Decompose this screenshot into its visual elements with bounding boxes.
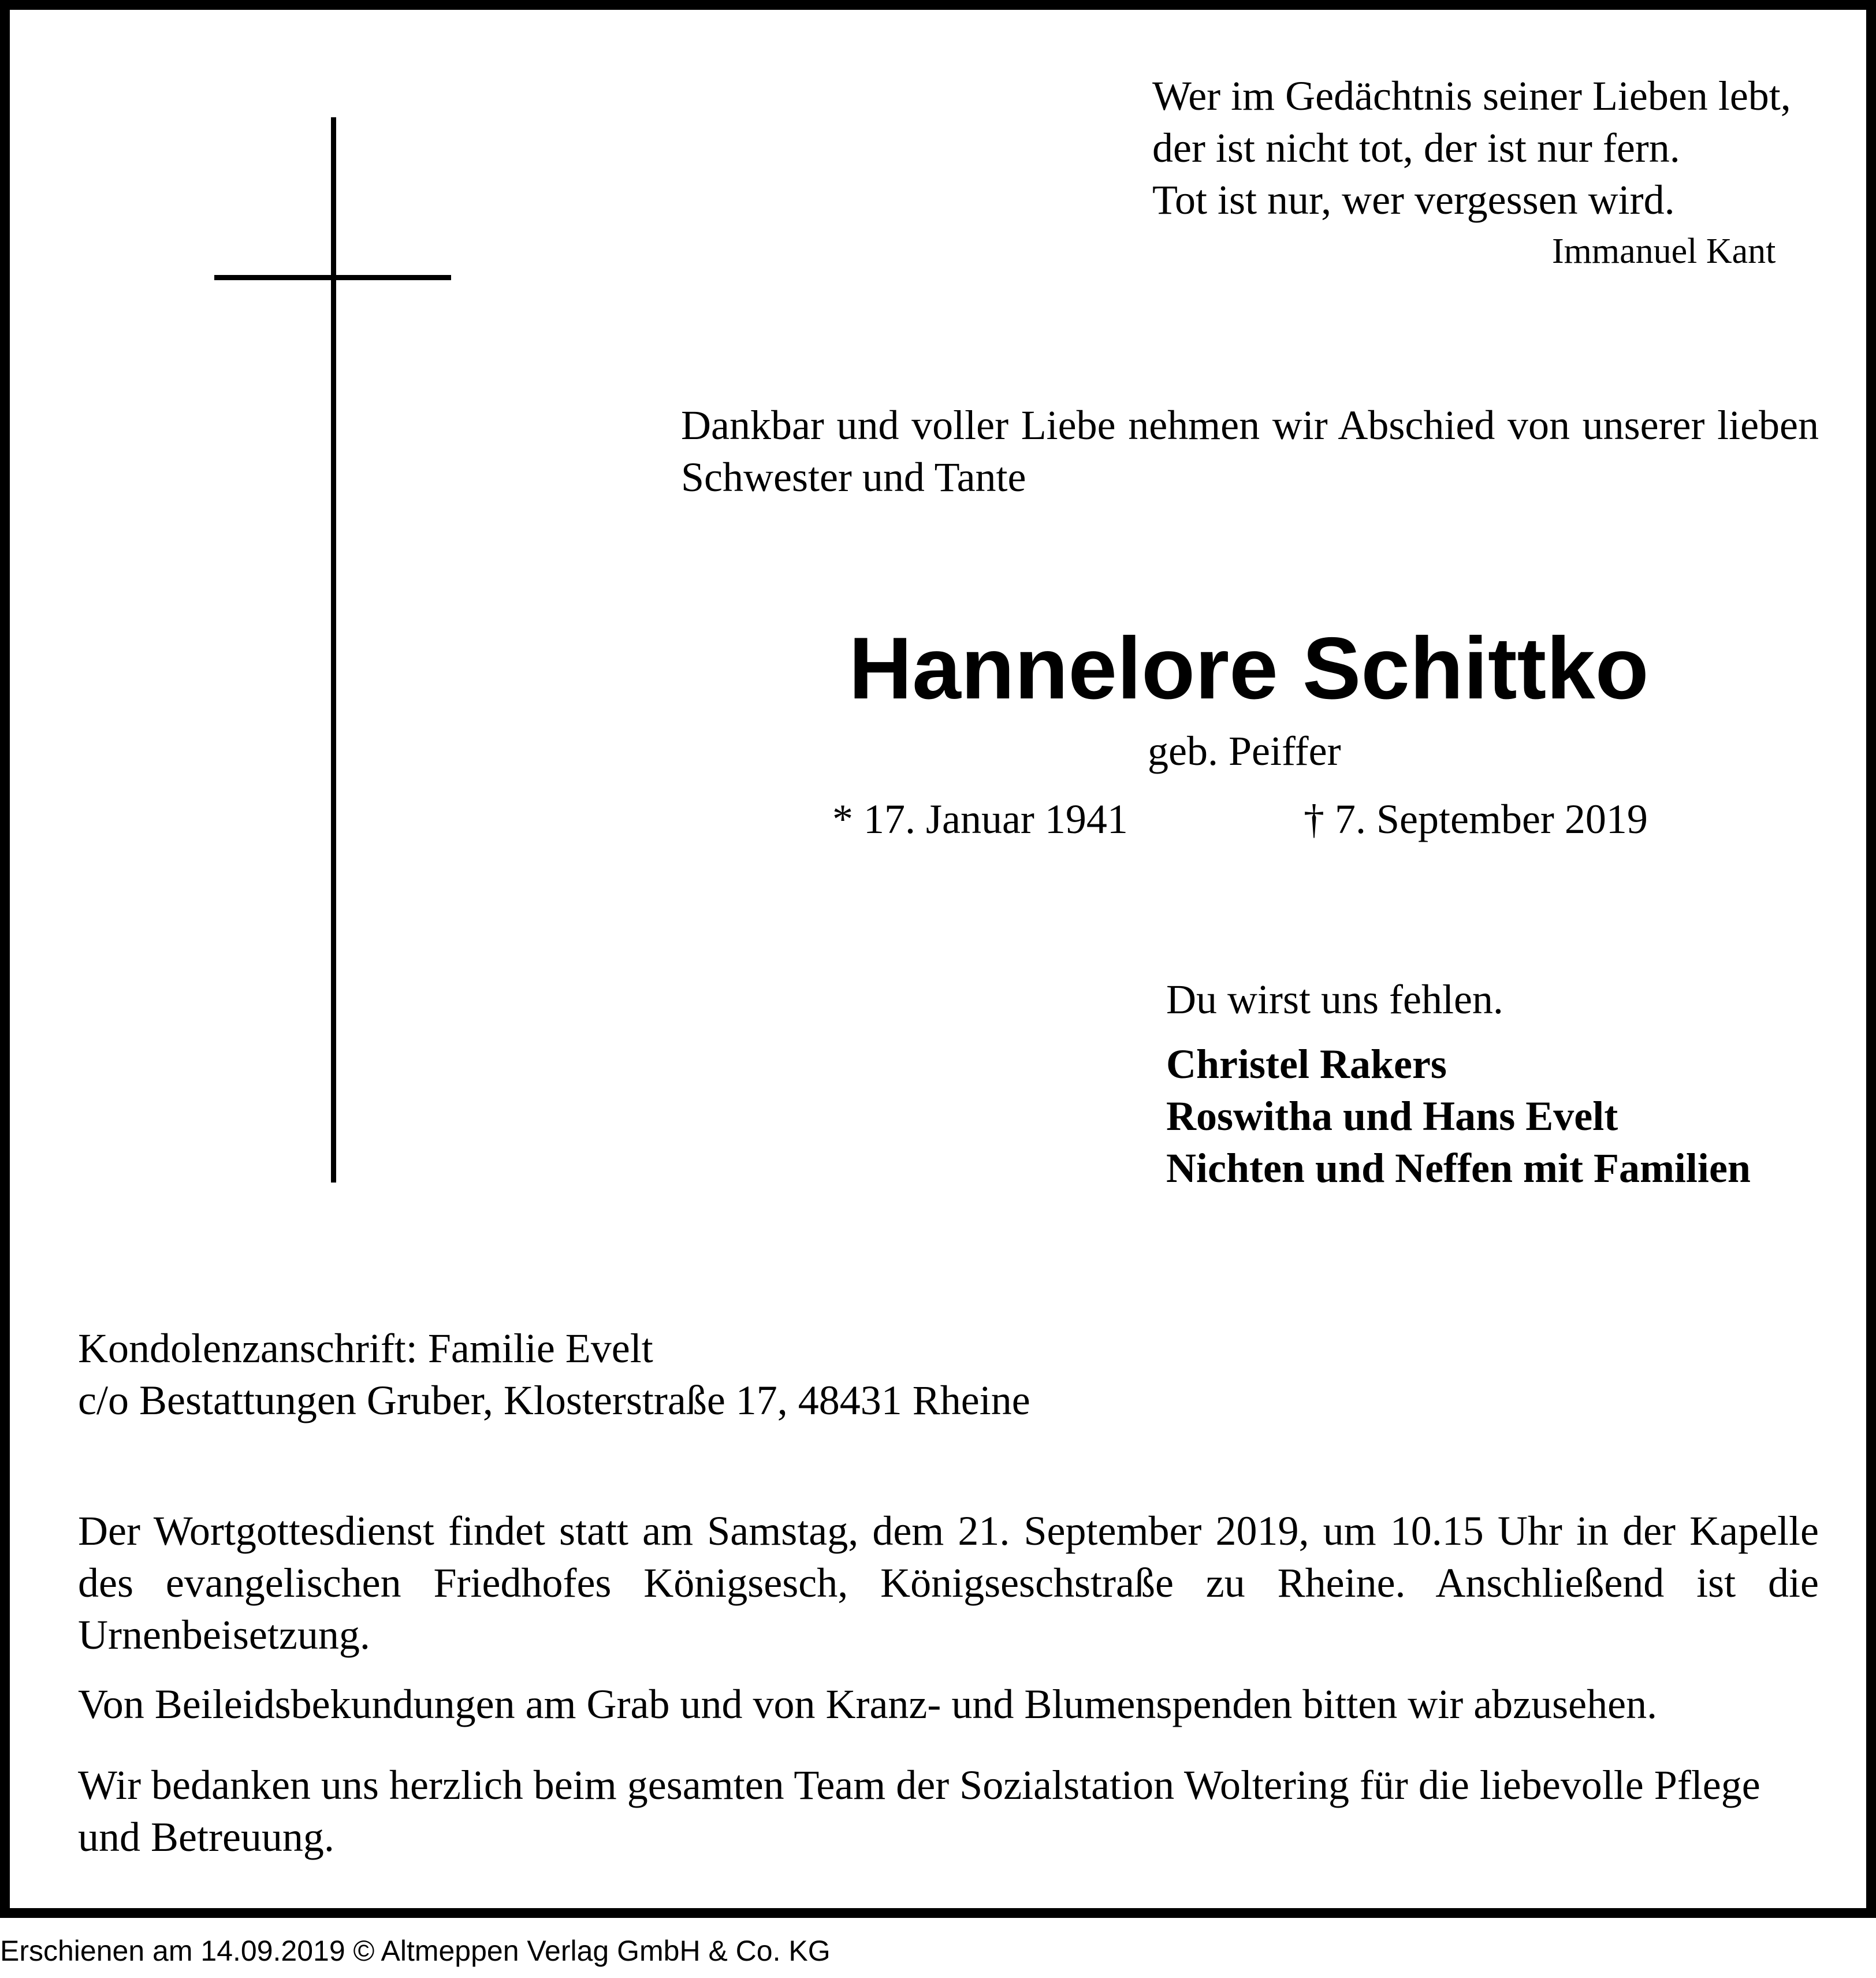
request-notice: Von Beileidsbekundungen am Grab und von Kranz- und Blumenspenden bitten wir abzusehen. bbox=[78, 1681, 1658, 1727]
address-line: c/o Bestattungen Gruber, Klosterstraße 17, 48431 Rheine bbox=[78, 1377, 1030, 1423]
mourner-name: Christel Rakers bbox=[1166, 1041, 1447, 1087]
condolence-address bbox=[78, 1322, 1030, 1426]
cross-horizontal-bar bbox=[214, 275, 451, 280]
mourners-list bbox=[1166, 1038, 1751, 1194]
intro-line: Dankbar und voller Liebe nehmen wir Abschied von unserer bbox=[681, 402, 1705, 448]
service-notice: Der Wortgottesdienst findet statt am Samstag, dem 21. September 2019, um 10.15 Uhr in der Kapelle des evangelischen Friedhofes Königsesch, Königseschstraße zu Rheine. Anschließend ist die Urnenbeisetzung. bbox=[78, 1508, 1819, 1658]
birth-date: * 17. Januar 1941 bbox=[832, 796, 1128, 842]
mourner-name: Nichten und Neffen mit Familien bbox=[1166, 1145, 1751, 1191]
address-line: Kondolenzanschrift: Familie Evelt bbox=[78, 1325, 653, 1371]
quote-block bbox=[1152, 70, 1791, 226]
intro-text bbox=[681, 399, 1819, 503]
deceased-name: Hannelore Schittko bbox=[848, 619, 1649, 717]
quote-line: der ist nicht tot, der ist nur fern. bbox=[1152, 125, 1680, 171]
thanks-notice: Wir bedanken uns herzlich beim gesamten Team der Sozialstation Woltering für die liebevolle Pflege und Betreuung. bbox=[78, 1762, 1760, 1860]
quote-author: Immanuel Kant bbox=[1552, 232, 1776, 271]
quote-line: Wer im Gedächtnis seiner Lieben lebt, bbox=[1152, 73, 1791, 119]
miss-text: Du wirst uns fehlen. bbox=[1166, 976, 1503, 1023]
maiden-name: geb. Peiffer bbox=[1148, 728, 1341, 774]
death-date: † 7. September 2019 bbox=[1304, 796, 1648, 842]
publication-footer: Erschienen am 14.09.2019 © Altmeppen Verlag GmbH & Co. KG bbox=[0, 1935, 831, 1967]
quote-line: Tot ist nur, wer vergessen wird. bbox=[1152, 177, 1675, 223]
mourner-name: Roswitha und Hans Evelt bbox=[1166, 1093, 1618, 1139]
intro-line: lieben Schwester und Tante bbox=[681, 402, 1819, 500]
